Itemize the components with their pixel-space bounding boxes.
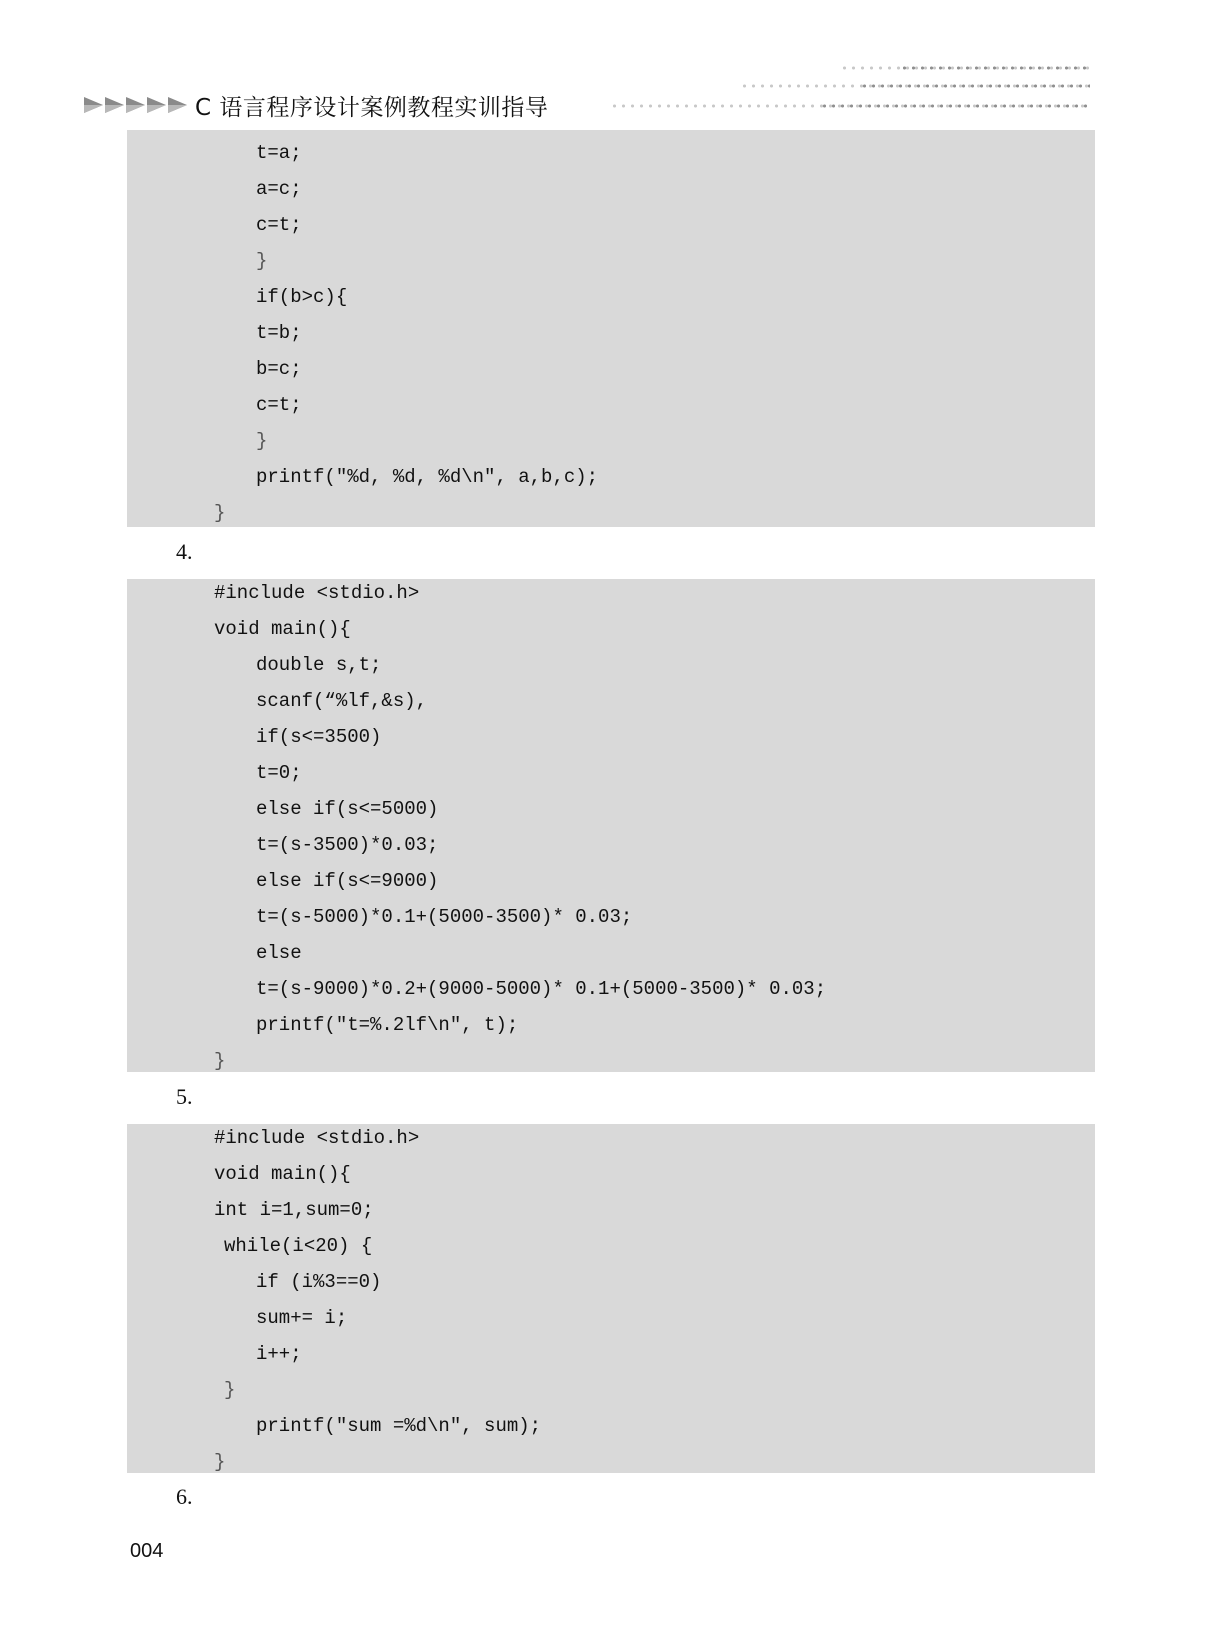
running-header xyxy=(84,88,548,122)
code-line: i++; xyxy=(256,1343,302,1365)
code-line: else if(s<=5000) xyxy=(256,798,439,820)
book-title: C 语言程序设计案例教程实训指导 xyxy=(195,94,549,121)
code-line: void main(){ xyxy=(214,1163,351,1185)
code-line: t=a; xyxy=(256,142,302,164)
arrow-icon xyxy=(168,97,187,113)
code-line: if(s<=3500) xyxy=(256,726,382,748)
item-number: 4. xyxy=(176,539,193,564)
code-line: } xyxy=(214,1451,226,1473)
code-line: #include <stdio.h> xyxy=(214,1127,420,1149)
code-line: } xyxy=(214,1050,226,1072)
code-line: t=(s-5000)*0.1+(5000-3500)* 0.03; xyxy=(256,906,633,928)
arrow-icon xyxy=(105,97,124,113)
page-number: 004 xyxy=(130,1540,164,1562)
arrow-icon xyxy=(147,97,166,113)
code-line: printf("%d, %d, %d\n", a,b,c); xyxy=(256,466,599,488)
code-line: } xyxy=(214,502,226,524)
header-arrow-icons xyxy=(84,97,187,113)
code-line: t=0; xyxy=(256,762,302,784)
code-line: t=b; xyxy=(256,322,302,344)
code-line: if(b>c){ xyxy=(256,286,348,308)
code-line: double s,t; xyxy=(256,654,382,676)
code-line: b=c; xyxy=(256,358,302,380)
code-line: c=t; xyxy=(256,214,302,236)
code-line: #include <stdio.h> xyxy=(214,582,420,604)
code-line: void main(){ xyxy=(214,618,351,640)
header-dots-decoration xyxy=(900,66,1090,70)
code-line: printf("t=%.2lf\n", t); xyxy=(256,1014,519,1036)
code-line: else if(s<=9000) xyxy=(256,870,439,892)
code-line: sum+= i; xyxy=(256,1307,348,1329)
code-block xyxy=(127,1124,1095,1473)
code-line: a=c; xyxy=(256,178,302,200)
code-block xyxy=(127,130,1095,527)
code-line: if (i%3==0) xyxy=(256,1271,382,1293)
code-line: scanf(“%lf,&s), xyxy=(256,690,428,712)
code-line: while(i<20) { xyxy=(224,1235,373,1257)
item-number: 5. xyxy=(176,1084,193,1109)
code-line: } xyxy=(256,430,268,452)
header-dots-decoration xyxy=(860,84,1090,88)
code-line: int i=1,sum=0; xyxy=(214,1199,374,1221)
code-line: } xyxy=(256,250,268,272)
code-line: printf("sum =%d\n", sum); xyxy=(256,1415,542,1437)
code-block xyxy=(127,579,1095,1072)
code-line: else xyxy=(256,942,302,964)
arrow-icon xyxy=(84,97,103,113)
arrow-icon xyxy=(126,97,145,113)
code-line: } xyxy=(224,1379,236,1401)
header-dots-decoration xyxy=(820,104,1090,108)
item-number: 6. xyxy=(176,1484,193,1509)
code-line: t=(s-9000)*0.2+(9000-5000)* 0.1+(5000-3500)* 0.03; xyxy=(256,978,827,1000)
code-line: c=t; xyxy=(256,394,302,416)
code-line: t=(s-3500)*0.03; xyxy=(256,834,439,856)
